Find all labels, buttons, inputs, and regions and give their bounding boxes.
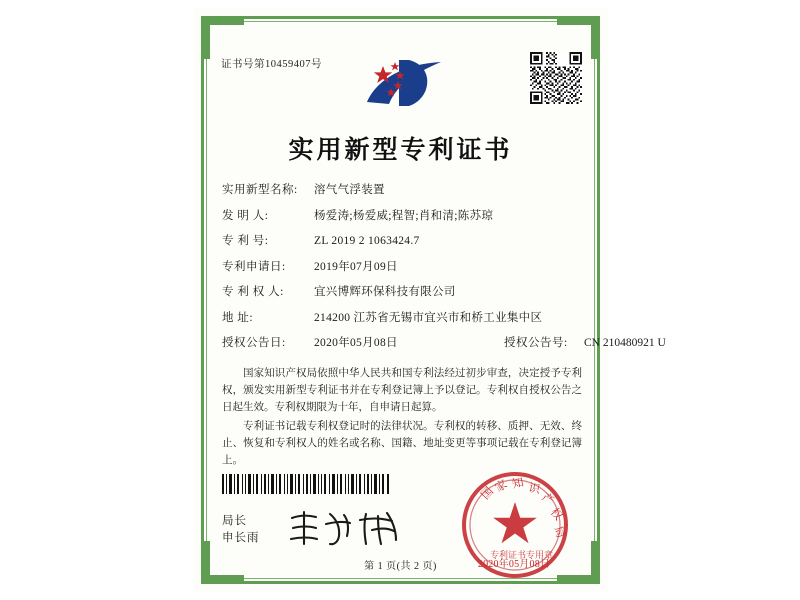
svg-text:局: 局: [551, 524, 567, 540]
field-value-application-date: 2019年07月09日: [314, 260, 398, 273]
field-value-address: 214200 江苏省无锡市宜兴市和桥工业集中区: [314, 311, 543, 324]
field-value-invention-name: 溶气气浮装置: [314, 184, 385, 196]
patent-office-emblem-icon: [355, 56, 447, 118]
field-row-invention-name: [222, 181, 584, 197]
page-title: 实用新型专利证书: [288, 137, 513, 164]
svg-text:产: 产: [539, 491, 556, 508]
body-paragraph-1: 国家知识产权局依照中华人民共和国专利法经过初步审查，决定授予专利权，颁发实用新型专利证书并在专利登记簿上予以登记。专利权自授权公告之日起生效。专利权期限为十年，自申请日起算。: [222, 368, 582, 413]
barcode-icon: [221, 474, 391, 494]
field-value-patentee: 宜兴博辉环保科技有限公司: [314, 286, 456, 298]
field-row-inventors: [222, 207, 584, 223]
svg-text:知: 知: [511, 476, 525, 491]
svg-text:权: 权: [547, 506, 565, 523]
field-label-inventors: 发 明 人:: [222, 209, 269, 222]
signature-block: [222, 513, 260, 546]
barcode-svg: [221, 474, 391, 494]
field-value-patent-number: ZL 2019 2 1063424.7: [314, 235, 420, 247]
svg-text:专利证书专用章: 专利证书专用章: [490, 550, 554, 560]
signature-handwriting-icon: [286, 506, 406, 550]
field-row-patent-number: [222, 232, 584, 248]
qr-code-icon: [530, 52, 582, 104]
page-footer: 第 1 页(共 2 页): [364, 561, 437, 572]
field-label-grant-date: 授权公告日:: [222, 337, 286, 349]
signature-title: 局长: [222, 515, 247, 527]
field-label-address: 地 址:: [222, 311, 254, 324]
field-row-address: [222, 309, 584, 325]
certificate-serial-number: 证书号第10459407号: [221, 59, 322, 70]
field-value-inventors: 杨爱涛;杨爱威;程智;肖和清;陈苏琼: [314, 209, 494, 222]
signature-name: 申长雨: [222, 531, 260, 544]
qr-code-svg: [530, 52, 582, 104]
svg-text:家: 家: [493, 478, 510, 495]
field-label-invention-name: 实用新型名称:: [222, 184, 298, 196]
field-value-grant-number: CN 210480921 U: [584, 337, 666, 349]
field-row-application-date: [222, 258, 584, 274]
corner-ornament-top-left: [203, 18, 244, 59]
signature-svg: [286, 506, 406, 550]
emblem-svg: [355, 56, 447, 118]
field-label-patent-number: 专 利 号:: [222, 235, 269, 247]
field-row-grant-announcement: [222, 334, 666, 350]
field-label-patentee: 专 利 权 人:: [222, 286, 284, 298]
svg-text:识: 识: [527, 482, 542, 497]
field-label-application-date: 专利申请日:: [222, 260, 286, 273]
body-paragraph-2: 专利证书记载专利权登记时的法律状况。专利权的转移、质押、无效、终止、恢复和专利权人的姓名或名称、国籍、地址变更等事项记载在专利登记簿上。: [222, 421, 582, 466]
certificate-body: [222, 365, 582, 471]
patent-certificate: [193, 8, 666, 592]
seal-date: 2020年05月08日: [477, 559, 551, 570]
field-value-grant-date: 2020年05月08日: [314, 337, 398, 349]
certificate-fields: [222, 181, 666, 360]
field-row-patentee: [222, 283, 584, 299]
field-label-grant-number: 授权公告号:: [504, 337, 568, 349]
svg-text:国: 国: [479, 485, 497, 503]
